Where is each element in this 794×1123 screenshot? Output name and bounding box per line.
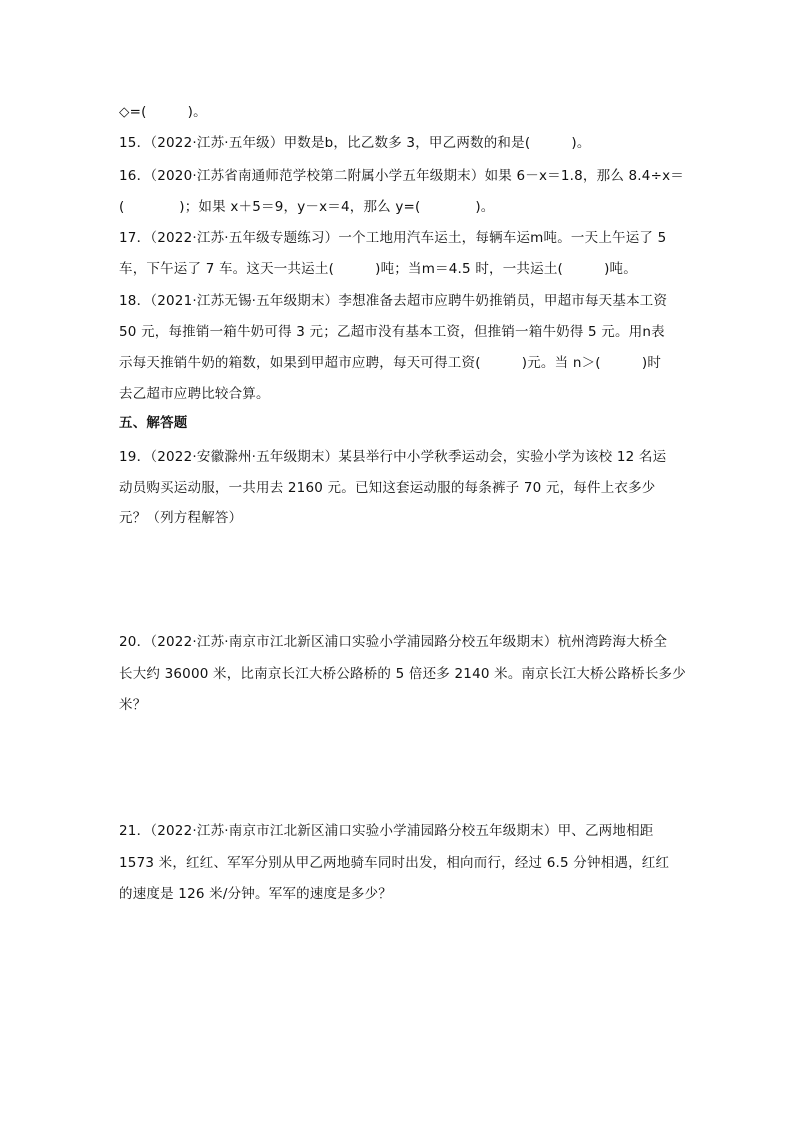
q18-text-line1: 18．（2021·江苏无锡·五年级期末）李想准备去超市应聘牛奶推销员，甲超市每天基本工资 [119,293,668,309]
q21-text-line2: 1573 米，红红、军军分别从甲乙两地骑车同时出发，相向而行，经过 6.5 分钟相遇，红红 [119,855,670,871]
q20-text-line2: 长大约 36000 米，比南京长江大桥公路桥的 5 倍还多 2140 米。南京长江大桥公路桥长多少 [119,666,686,682]
q14-answer-line: ◇=( )。 [119,104,207,120]
q18-text-line3: 示每天推销牛奶的箱数，如果到甲超市应聘，每天可得工资( )元。当 n＞( )时 [119,355,662,371]
q18-text-line4: 去乙超市应聘比较合算。 [119,386,270,402]
q19-text-line1: 19．（2022·安徽滁州·五年级期末）某县举行中小学秋季运动会，实验小学为该校 12 名运 [119,449,667,465]
q15-text: 15．（2022·江苏·五年级）甲数是b，比乙数多 3，甲乙两数的和是( )。 [119,135,591,151]
q21-text-line1: 21．（2022·江苏·南京市江北新区浦口实验小学浦园路分校五年级期末）甲、乙两地相距 [119,823,654,839]
q21-text-line3: 的速度是 126 米/分钟。军军的速度是多少？ [119,886,392,902]
q19-text-line2: 动员购买运动服，一共用去 2160 元。已知这套运动服的每条裤子 70 元，每件上衣多少 [119,480,656,496]
q17-text-line2: 车，下午运了 7 车。这天一共运土( )吨；当m＝4.5 时，一共运土( )吨。 [119,261,637,277]
q18-text-line2: 50 元，每推销一箱牛奶可得 3 元；乙超市没有基本工资，但推销一箱牛奶得 5 元。用n表 [119,324,665,340]
q20-text-line3: 米？ [119,697,147,713]
q16-text-line2: ( )；如果 x＋5＝9，y－x＝4，那么 y=( )。 [119,199,495,215]
q17-text-line1: 17．（2022·江苏·五年级专题练习）一个工地用汽车运土，每辆车运m吨。一天上午运了 5 [119,230,667,246]
q20-text-line1: 20．（2022·江苏·南京市江北新区浦口实验小学浦园路分校五年级期末）杭州湾跨海大桥全 [119,634,668,650]
q16-text-line1: 16．（2020·江苏省南通师范学校第二附属小学五年级期末）如果 6－x＝1.8，那么 8.4÷x＝ [119,168,684,184]
section-heading: 五、解答题 [119,415,188,431]
q19-text-line3: 元？（列方程解答） [119,510,243,526]
